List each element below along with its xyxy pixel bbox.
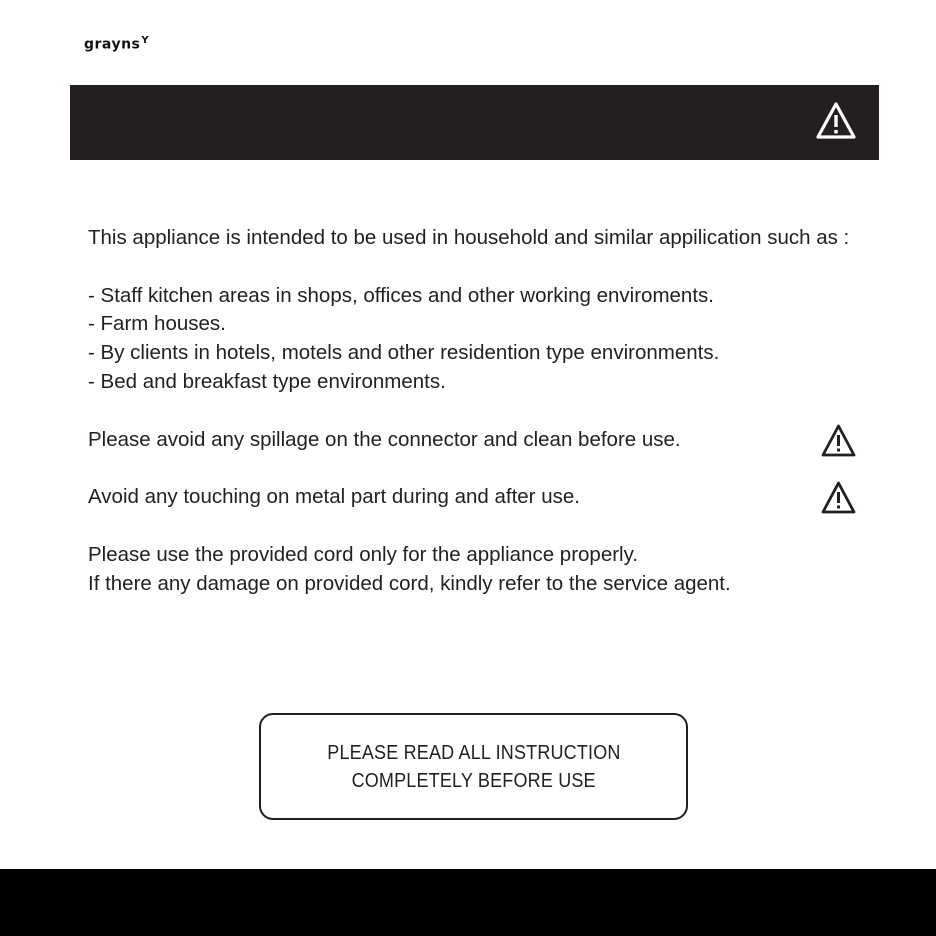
warning-row-metal [88, 483, 933, 512]
warning-text-metal: Avoid any touching on metal part during and after use. [88, 485, 580, 509]
intro-text: This appliance is intended to be used in household and similar appilication such as : [88, 226, 850, 249]
logo-mark: Y [141, 35, 150, 46]
cord-text-2: If there any damage on provided cord, kindly refer to the service agent. [88, 571, 731, 595]
notice-line-2: COMPLETELY BEFORE USE [351, 769, 596, 792]
warning-triangle-icon [815, 101, 857, 141]
warning-triangle-icon [820, 480, 857, 516]
cord-text-1: Please use the provided cord only for the appliance properly. [88, 542, 639, 566]
notice-line-1: PLEASE READ ALL INSTRUCTION [326, 741, 621, 764]
warning-triangle-icon [820, 423, 857, 459]
list-item: - Staff kitchen areas in shops, offices and other working enviroments. [88, 283, 714, 307]
logo-text: grayns [84, 36, 141, 53]
read-instructions-notice [259, 713, 688, 820]
list-item: - By clients in hotels, motels and other residention type environments. [88, 341, 720, 365]
header-band [70, 85, 879, 160]
warning-text-spillage: Please avoid any spillage on the connector and clean before use. [88, 427, 681, 451]
instructions-content [88, 224, 933, 598]
footer-band [0, 869, 936, 936]
list-item: - Farm houses. [88, 312, 226, 336]
list-item: - Bed and breakfast type environments. [88, 369, 446, 393]
warning-row-spillage [88, 426, 933, 455]
brand-logo [84, 35, 149, 53]
